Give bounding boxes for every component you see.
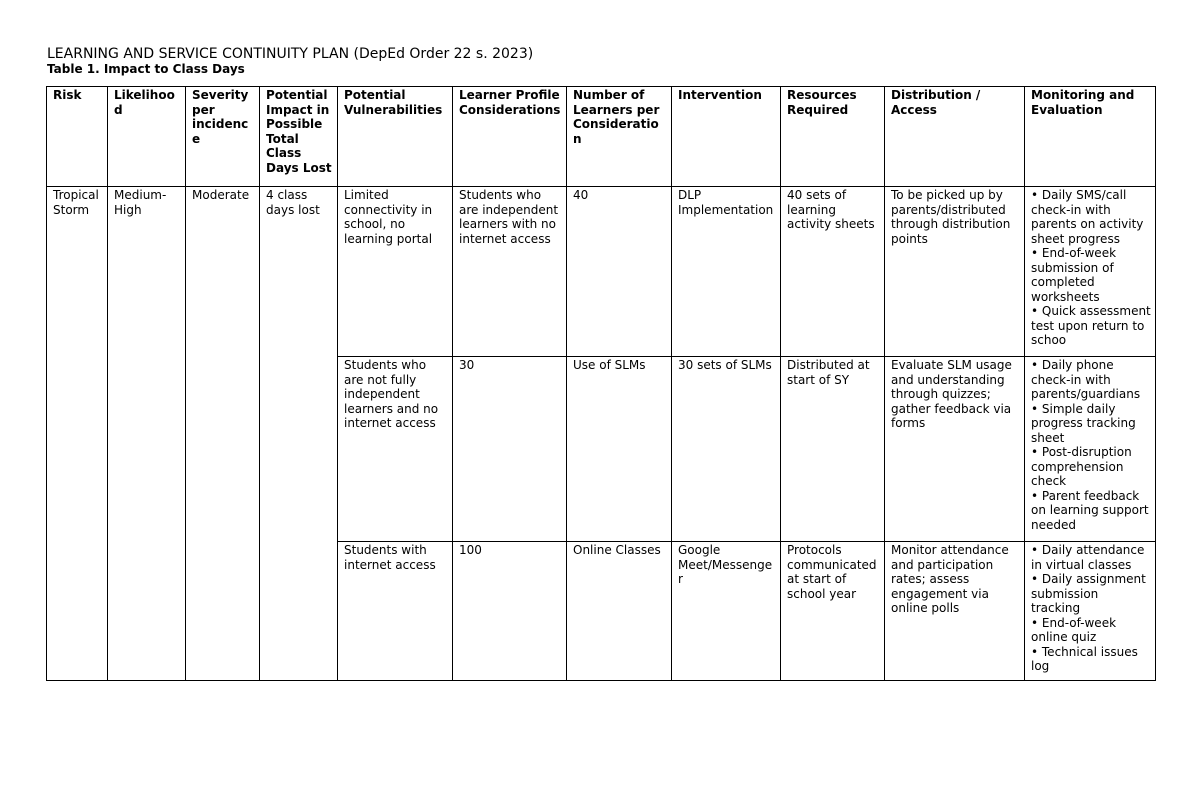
intervention-cell: DLP Implementation [672,187,781,357]
distribution-cell: Monitor attendance and participation rates; assess engagement via online polls [885,542,1025,681]
impact-table [46,86,1156,681]
monitoring-item: • Technical issues log [1031,644,1138,673]
vulnerability-cell: Students who are not fully independent learners and no internet access [338,357,453,542]
header-vulnerabilities: Potential Vulnerabilities [338,87,453,187]
table-caption: Table 1. Impact to Class Days [47,62,245,76]
monitoring-item: • Daily assignment submission tracking [1031,572,1146,615]
distribution-cell: To be picked up by parents/distributed through distribution points [885,187,1025,357]
profile-cell: 30 [453,357,567,542]
header-profile: Learner Profile Considerations [453,87,567,187]
resources-cell: 40 sets of learning activity sheets [781,187,885,357]
monitoring-item: • Daily attendance in virtual classes [1031,543,1145,572]
monitoring-item: • Quick assessment test upon return to schoo [1031,304,1151,347]
distribution-cell: Evaluate SLM usage and understanding through quizzes; gather feedback via forms [885,357,1025,542]
header-risk: Risk [47,87,108,187]
intervention-cell: Google Meet/Messenger [672,542,781,681]
intervention-cell: 30 sets of SLMs [672,357,781,542]
header-severity: Severity per incidenc e [186,87,260,187]
number-cell: 40 [567,187,672,357]
monitoring-item: • Daily phone check-in with parents/guardians [1031,358,1141,401]
header-monitoring: Monitoring and Evaluation [1025,87,1156,187]
risk-cell: Tropical Storm [47,187,108,681]
monitoring-item: • Daily SMS/call check-in with parents on activity sheet progress [1031,188,1144,246]
header-distribution: Distribution / Access [885,87,1025,187]
likelihood-cell: Medium-High [108,187,186,681]
document-title: LEARNING AND SERVICE CONTINUITY PLAN (DepEd Order 22 s. 2023) [47,46,534,62]
header-row [47,87,1156,187]
vulnerability-cell: Limited connectivity in school, no learning portal [338,187,453,357]
monitoring-cell [1025,187,1156,357]
table-row [47,187,1156,357]
header-intervention: Intervention [672,87,781,187]
monitoring-item: • End-of-week submission of completed worksheets [1031,246,1117,304]
header-number: Number of Learners per Consideratio n [567,87,672,187]
severity-cell: Moderate [186,187,260,681]
monitoring-item: • Parent feedback on learning support needed [1031,488,1149,532]
monitoring-cell [1025,542,1156,681]
vulnerability-cell: Students with internet access [338,542,453,681]
monitoring-item: • End-of-week online quiz [1031,615,1117,644]
monitoring-item: • Simple daily progress tracking sheet [1031,401,1136,445]
resources-cell: Protocols communicated at start of school year [781,542,885,681]
header-likelihood: Likelihoo d [108,87,186,187]
monitoring-item: • Post-disruption comprehension check [1031,445,1132,488]
resources-cell: Distributed at start of SY [781,357,885,542]
profile-cell: 100 [453,542,567,681]
impact-cell: 4 class days lost [260,187,338,681]
number-cell: Use of SLMs [567,357,672,542]
header-resources: Resources Required [781,87,885,187]
profile-cell: Students who are independent learners with no internet access [453,187,567,357]
number-cell: Online Classes [567,542,672,681]
header-impact: Potential Impact in Possible Total Class Days Lost [260,87,338,187]
monitoring-cell [1025,357,1156,542]
